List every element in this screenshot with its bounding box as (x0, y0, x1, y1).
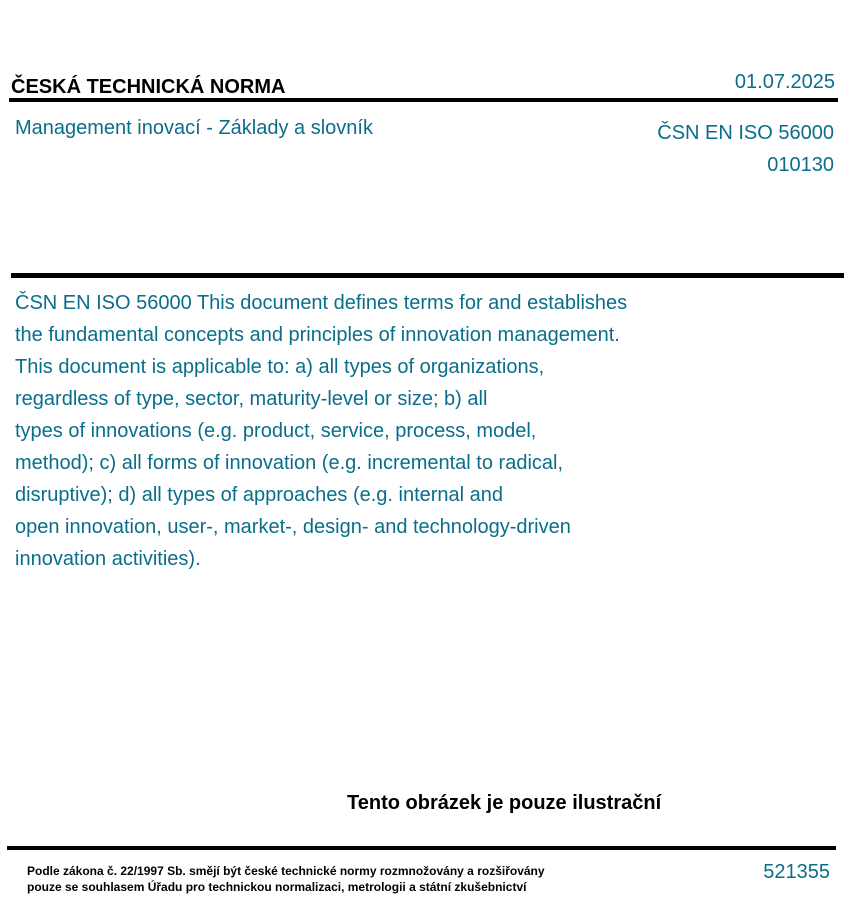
abstract-line: open innovation, user-, market-, design- and technology-driven (15, 516, 571, 538)
abstract-text (15, 287, 695, 575)
catalog-number: 521355 (763, 861, 830, 883)
norm-title: ČESKÁ TECHNICKÁ NORMA (11, 76, 286, 98)
abstract-line: ČSN EN ISO 56000 This document defines terms for and establishes (15, 292, 628, 314)
legal-line: pouze se souhlasem Úřadu pro technickou normalizaci, metrologii a státní zkušebnictví (27, 880, 527, 894)
standard-code: ČSN EN ISO 56000 (657, 122, 834, 144)
abstract-line: This document is applicable to: a) all types of organizations, (15, 356, 545, 378)
illustrative-notice: Tento obrázek je pouze ilustrační (347, 792, 662, 814)
abstract-line: innovation activities). (15, 548, 201, 570)
middle-divider (11, 273, 844, 278)
abstract-line: types of innovations (e.g. product, service, process, model, (15, 420, 537, 442)
abstract-line: disruptive); d) all types of approaches (e.g. internal and (15, 484, 504, 506)
classification-code: 010130 (767, 154, 834, 176)
publication-date: 01.07.2025 (734, 71, 835, 93)
top-divider (9, 98, 838, 102)
abstract-line: the fundamental concepts and principles of innovation management. (15, 324, 620, 346)
document-title: Management inovací - Základy a slovník (15, 117, 373, 139)
abstract-line: method); c) all forms of innovation (e.g. incremental to radical, (15, 452, 564, 474)
document-codes (657, 117, 834, 181)
legal-notice (27, 863, 545, 895)
legal-line: Podle zákona č. 22/1997 Sb. smějí být české technické normy rozmnožovány a rozšiřovány (27, 864, 545, 878)
abstract-line: regardless of type, sector, maturity-level or size; b) all (15, 388, 488, 410)
bottom-divider (7, 846, 836, 850)
